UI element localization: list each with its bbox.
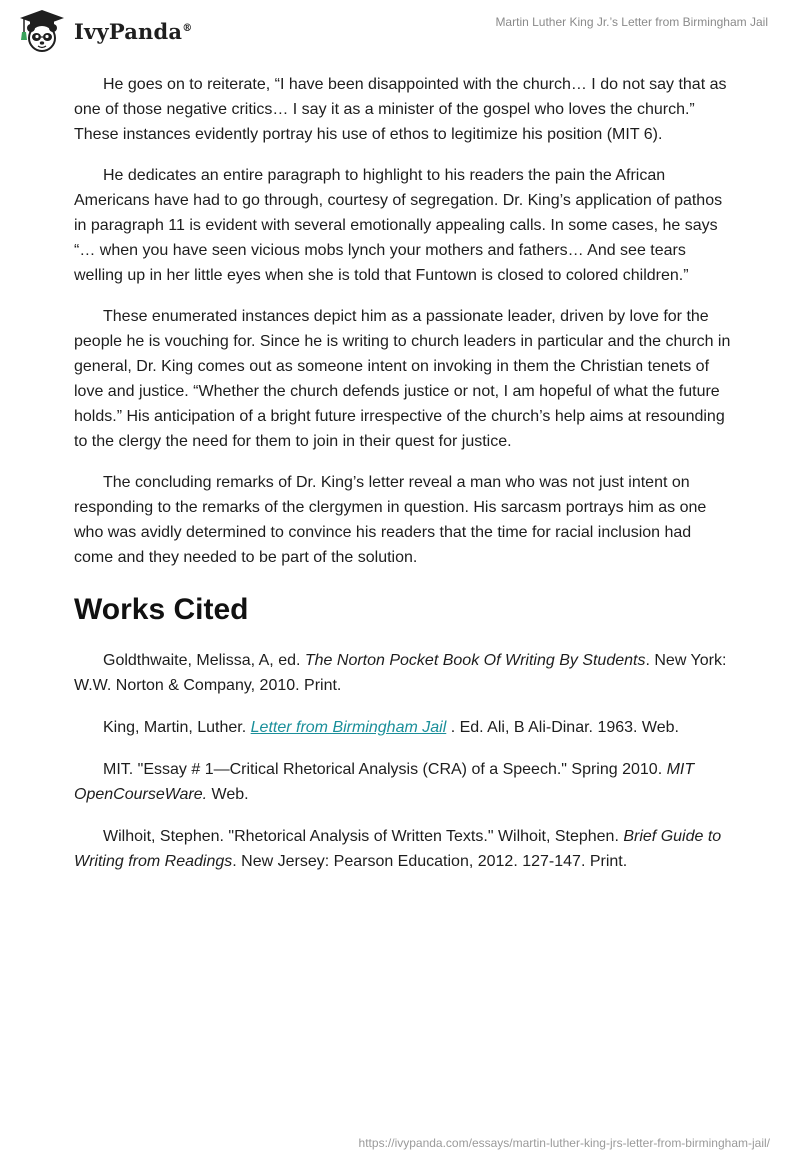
panda-graduate-logo-icon	[14, 8, 70, 54]
citation-text: Wilhoit, Stephen. "Rhetorical Analysis of Written Texts." Wilhoit, Stephen.	[103, 828, 624, 845]
citation-entry	[74, 824, 734, 874]
citation-text: . New York: W.W. Norton & Company, 2010. Print.	[74, 652, 727, 694]
citation-entry	[74, 757, 734, 807]
citation-text: Goldthwaite, Melissa, A, ed.	[103, 652, 305, 669]
body-paragraph: These enumerated instances depict him as a passionate leader, driven by love for the people he is vouching for. Since he is writing to church leaders in particular and the church in general, Dr. King comes out as someone intent on invoking in them the Christian tenets of love and justice. “Whether the church defends justice or not, I am hopeful of what the future holds.” His anticipation of a bright future irrespective of the church’s help aims at resounding to the clergy the need for them to join in their quest for justice.	[74, 308, 731, 450]
citation-text: MIT. "Essay # 1—Critical Rhetorical Analysis (CRA) of a Speech." Spring 2010.	[103, 761, 667, 778]
citation-entry	[74, 648, 734, 698]
page-header	[0, 0, 800, 60]
citation-title: The Norton Pocket Book Of Writing By Students	[304, 652, 646, 669]
citation-text: King, Martin, Luther.	[103, 719, 251, 736]
citation-title: MIT OpenCourseWare.	[74, 761, 695, 803]
body-paragraph: He dedicates an entire paragraph to highlight to his readers the pain the African Americans have had to go through, courtesy of segregation. Dr. King’s application of pathos in paragraph 11 is evident with several emotionally appealing calls. In some cases, he says “… when you have seen vicious mobs lynch your mothers and fathers… And see tears welling up in her little eyes when she is told that Funtown is closed to colored children.”	[74, 167, 723, 284]
citation-entry	[74, 715, 734, 740]
essay-content	[74, 72, 734, 891]
body-paragraph: He goes on to reiterate, “I have been disappointed with the church… I do not say that as one of those negative critics… I say it as a minister of the gospel who loves the church.” These instances evidently portray his use of ethos to legitimize his position (MIT 6).	[74, 76, 727, 143]
brand-logo[interactable]	[14, 8, 192, 54]
citation-link[interactable]: Letter from Birmingham Jail	[250, 719, 447, 736]
document-title: Martin Luther King Jr.’s Letter from Birmingham Jail	[495, 15, 768, 29]
citation-text: . Ed. Ali, B Ali-Dinar. 1963. Web.	[446, 719, 679, 736]
citation-text: . New Jersey: Pearson Education, 2012. 127-147. Print.	[232, 853, 628, 870]
body-paragraph: The concluding remarks of Dr. King’s letter reveal a man who was not just intent on responding to the remarks of the clergymen in question. His sarcasm portrays him as one who was avidly determined to convince his readers that the time for racial inclusion had come and they needed to be part of the solution.	[74, 474, 707, 566]
citation-title: Brief Guide to Writing from Readings	[74, 828, 722, 870]
registered-mark: ®	[182, 22, 193, 34]
brand-name: IvyPanda®	[74, 18, 193, 44]
works-cited-heading: Works Cited	[74, 593, 249, 626]
citation-text: Web.	[207, 786, 249, 803]
footer-url[interactable]: https://ivypanda.com/essays/martin-luther-king-jrs-letter-from-birmingham-jail/	[358, 1136, 770, 1150]
